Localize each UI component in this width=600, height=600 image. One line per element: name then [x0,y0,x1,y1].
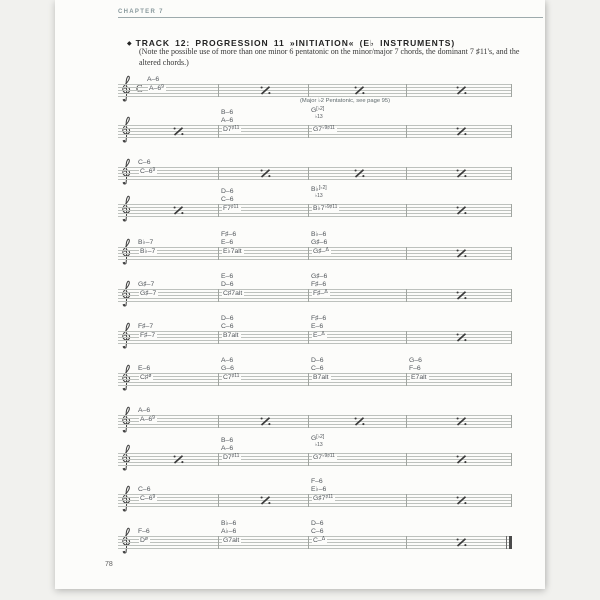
pentatonic-label: D–6 [311,357,324,364]
staff-line [118,84,512,85]
pentatonic-stack [221,273,233,288]
pentatonic-stack [138,323,153,331]
chord-label: B7alt [313,374,329,381]
staff-line [118,170,512,171]
chord-label: E♭7alt [223,248,242,255]
pentatonic-label: F–6 [409,364,421,372]
page-number: 78 [105,561,113,568]
music-system [118,472,514,514]
barline-end [511,453,512,466]
barline [218,453,219,466]
score [55,0,545,589]
barline [308,167,309,180]
chord-label: $D7^{♯11}$ [223,452,240,461]
barline [308,494,309,507]
chord-label: B7alt [223,332,239,339]
simile-repeat-icon [455,495,468,506]
final-barline-thick [509,536,512,549]
chord-label: $D^ø$ [140,535,148,544]
barline [308,204,309,217]
barline [406,125,407,138]
music-system [118,514,514,556]
chord-label: E–$^\Delta$ [313,330,325,339]
barline-end [511,125,512,138]
barline [406,167,407,180]
pentatonic-stack [311,435,324,452]
staff-line [118,548,512,549]
barline [218,415,219,428]
barline [218,84,219,97]
staff-line [118,167,512,168]
barline [218,331,219,344]
staff-line [118,216,512,217]
music-system [118,351,514,393]
treble-clef-icon [119,443,132,472]
barline [308,373,309,386]
barline [308,415,309,428]
pentatonic-annotation: (Major ♭2 Pentatonic, see page 95) [300,98,391,104]
chord-label: C♯7alt [223,290,243,297]
chapter-label: CHAPTER 7 [118,9,164,15]
pentatonic-label: C–6 [138,158,151,166]
music-system [118,309,514,351]
pentatonic-label: ♭13 [314,193,323,200]
barline-end [511,373,512,386]
pentatonic-stack [311,478,326,493]
simile-repeat-icon [455,416,468,427]
chord-label: $A-6^9$ [149,83,164,92]
pentatonic-label: A–6 [221,357,234,364]
chord-label: $A-6^9$ [140,414,155,423]
pentatonic-stack [221,231,236,246]
staff-line [118,301,512,302]
pentatonic-label: E♭–6 [311,485,327,493]
chord-label: $D7^{♯11}$ [223,124,240,133]
pentatonic-label: C–6 [311,364,324,372]
staff-line [118,176,512,177]
chord-label: G♯–7 [140,290,157,297]
pentatonic-label: G[♭2] [311,105,325,114]
chord-label: F♯–7 [140,332,156,339]
pentatonic-label: A♭–6 [221,527,237,535]
pentatonic-label: B–6 [221,437,234,444]
treble-clef-icon [119,194,132,223]
chord-label: $G7^{♭9♯11}$ [313,124,335,133]
diamond-icon: ◆ [127,41,132,47]
barline [218,125,219,138]
music-system [118,98,514,145]
simile-repeat-icon [353,168,366,179]
music-system [118,267,514,309]
barline [308,331,309,344]
barline-end [511,494,512,507]
pentatonic-label: B♭–6 [221,520,237,527]
staff-line [118,424,512,425]
simile-repeat-icon [455,537,468,548]
simile-repeat-icon [172,126,185,137]
pentatonic-stack [221,188,233,203]
treble-clef-icon [119,237,132,266]
pentatonic-label: E–6 [138,364,151,372]
barline [406,415,407,428]
pentatonic-stack [221,109,233,124]
barline [308,536,309,549]
pentatonic-stack [138,407,150,415]
pentatonic-label: B♭–6 [311,231,327,238]
pentatonic-stack [311,357,323,372]
staff-line [118,137,512,138]
simile-repeat-icon [455,332,468,343]
staff-line [118,298,512,299]
treble-clef-icon [119,279,132,308]
pentatonic-label: E–6 [221,238,234,246]
barline [218,167,219,180]
simile-repeat-icon [259,495,272,506]
pentatonic-label: G♯–6 [311,238,328,246]
barline [218,536,219,549]
pentatonic-stack [311,520,323,535]
pentatonic-stack [311,186,327,203]
barline [406,373,407,386]
staff-line [118,503,512,504]
pentatonic-stack [221,315,233,330]
pentatonic-label: F–6 [311,478,323,485]
barline [218,247,219,260]
barline [406,453,407,466]
staff-line [118,415,512,416]
simile-repeat-icon [259,85,272,96]
staff-line [118,340,512,341]
barline [406,84,407,97]
staff-line [118,418,512,419]
chord-label: $G7^{♭9♯11}$ [313,452,335,461]
chord-label: B♭–7 [140,248,156,255]
note-text: (Note the possible use of more than one minor 6 pentatonic on the minor/major 7 chords, the dominant 7 ♯11's, and the altered chords.) [139,47,520,67]
book-page [55,0,545,589]
treble-clef-icon [119,74,132,103]
staff-line [118,545,512,546]
music-system [118,145,514,187]
simile-repeat-icon [259,168,272,179]
simile-repeat-icon [455,454,468,465]
barline [308,84,309,97]
barline [218,204,219,217]
chord-label: C♯$^ø$ [140,372,152,381]
pentatonic-label: G[♭2] [311,433,325,442]
barline [308,247,309,260]
staff-line [118,385,512,386]
music-system [118,393,514,435]
staff-line [118,90,512,91]
barline [406,494,407,507]
barline [406,331,407,344]
barline [406,536,407,549]
page-title: TRACK 12: PROGRESSION 11 »INITIATION« (E♭ INSTRUMENTS) [135,38,456,48]
simile-repeat-icon [353,85,366,96]
staff-line [118,87,512,88]
barline-end [511,247,512,260]
pentatonic-label: G–6 [409,357,422,364]
barline-end [511,84,512,97]
pentatonic-label: G♯–7 [138,280,155,288]
staff-line [118,421,512,422]
pentatonic-label: C–6 [221,195,234,203]
chord-label: $G♯7^{♯11}$ [313,493,334,502]
pentatonic-stack [221,357,234,372]
pentatonic-stack [221,520,236,535]
barline-end [511,204,512,217]
chord-label: $F7^{♯11}$ [223,203,239,212]
simile-repeat-icon [455,248,468,259]
simile-repeat-icon [353,416,366,427]
barline [406,204,407,217]
staff-line [118,259,512,260]
pentatonic-label: A–6 [221,444,234,452]
pentatonic-stack [311,231,327,246]
treble-clef-icon [119,405,132,434]
music-system [118,225,514,267]
simile-repeat-icon [455,168,468,179]
treble-clef-icon [119,115,132,144]
music-system [118,431,514,473]
barline [308,289,309,302]
treble-clef-icon [119,321,132,350]
barline-end [511,331,512,344]
pentatonic-stack [311,107,324,124]
staff-line [118,343,512,344]
pentatonic-stack [138,281,154,289]
pentatonic-label: A–6 [221,116,234,124]
barline [308,453,309,466]
pentatonic-stack [138,239,153,247]
pentatonic-label: B♭–7 [138,238,154,246]
simile-repeat-icon [455,85,468,96]
staff-line [118,465,512,466]
simile-repeat-icon [259,416,272,427]
music-system [118,182,514,224]
staff-line [118,173,512,174]
staff-line [118,382,512,383]
pentatonic-stack [221,437,233,452]
chord-label: $C-6^9$ [140,493,156,502]
pentatonic-label: E–6 [311,322,324,330]
pentatonic-label: F–6 [138,527,150,535]
pentatonic-label: D–6 [221,280,234,288]
pentatonic-label: F♯–6 [311,315,327,322]
pentatonic-stack [138,365,150,373]
pentatonic-label: G–6 [221,364,234,372]
pentatonic-stack [138,528,150,536]
chord-label: $C-6^9$ [140,166,156,175]
pentatonic-label: F♯–7 [138,322,154,330]
chord-label: F♯–$^\Delta$ [313,288,328,297]
pentatonic-label: C–6 [138,485,151,493]
pentatonic-label: A–6 [138,406,151,414]
simile-repeat-icon [455,126,468,137]
pentatonic-stack [311,315,326,330]
pentatonic-label: ♭13 [314,442,323,449]
simile-repeat-icon [455,290,468,301]
pentatonic-label: D–6 [221,188,234,195]
pentatonic-label: D–6 [221,315,234,322]
pentatonic-label: C–6 [311,527,324,535]
pentatonic-label: F♯–6 [221,231,237,238]
pentatonic-label: C–6 [221,322,234,330]
pentatonic-label: D–6 [311,520,324,527]
staff-line [118,256,512,257]
barline [406,247,407,260]
staff-line [118,179,512,180]
staff-line [118,506,512,507]
chord-label: $B♭7^{♭9♯11}$ [313,203,338,212]
simile-repeat-icon [172,205,185,216]
staff-line [118,93,512,94]
chord-label: C–$^\Delta$ [313,535,326,544]
barline [218,373,219,386]
pentatonic-label: ♭13 [314,114,323,121]
barline-end [511,289,512,302]
simile-repeat-icon [455,205,468,216]
chord-label: $C7^{♯11}$ [223,372,240,381]
chord-label: G♯–$^\Delta$ [313,246,329,255]
barline-end [511,415,512,428]
final-barline-thin [506,536,507,549]
barline [218,289,219,302]
barline [218,494,219,507]
barline [308,125,309,138]
pentatonic-stack [138,159,150,167]
staff-line [118,427,512,428]
treble-clef-icon [119,484,132,513]
pentatonic-label: B–6 [221,109,234,116]
pentatonic-stack [311,273,327,288]
barline [406,289,407,302]
pentatonic-label: G♯–6 [311,273,328,280]
barline-end [511,167,512,180]
simile-repeat-icon [172,454,185,465]
pentatonic-stack [138,486,150,494]
pentatonic-label: B♭[♭2] [311,184,327,193]
treble-clef-icon [119,526,132,555]
chord-label: G7alt [223,537,240,544]
treble-clef-icon [119,363,132,392]
pentatonic-stack [147,76,159,84]
pentatonic-label: A–6 [147,75,160,83]
pentatonic-stack [409,357,422,372]
staff-line [118,96,512,97]
pentatonic-label: F♯–6 [311,280,327,288]
pentatonic-label: E–6 [221,273,234,280]
chord-label: E7alt [411,374,427,381]
